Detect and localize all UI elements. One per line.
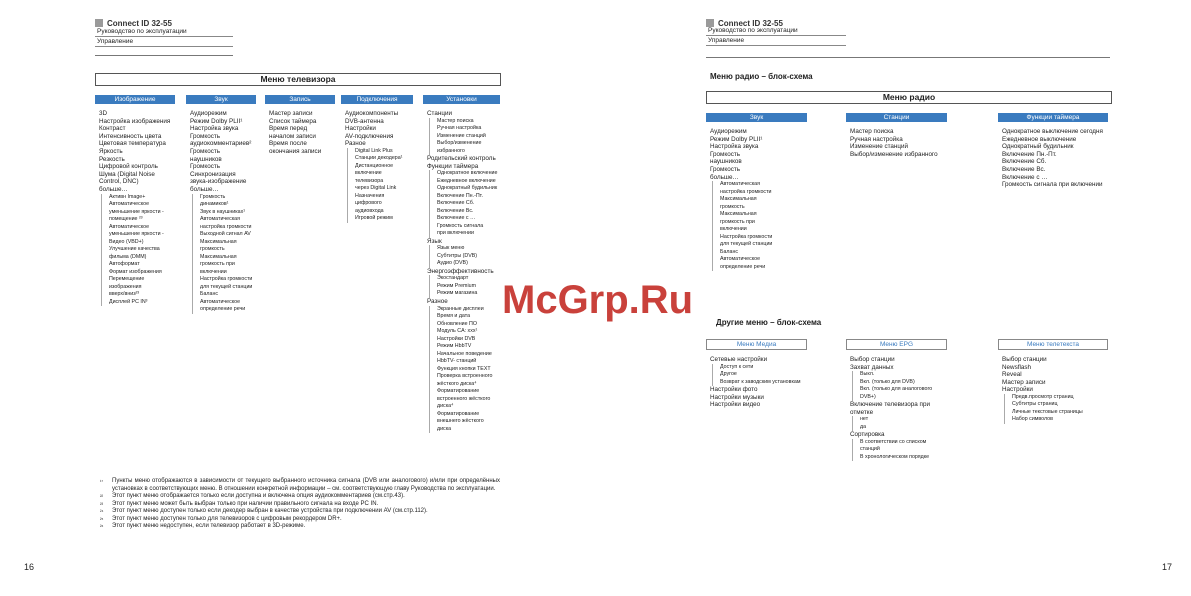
menu-item: Режим Dolby PLII¹ [190,117,243,125]
menu-subitem: Активн Image+ [101,194,175,202]
menu-item: Выбор станции [1002,356,1047,363]
menu-subitem: Включение Вс. [429,208,500,216]
footnote-mark: ²⁶ [100,524,104,529]
left-header-title: Connect ID 32-55 [107,19,172,28]
menu-item: Разное [345,140,366,148]
menu-subitem: Субтитры (DVB) [429,253,500,261]
menu-subitem: нет [852,416,947,424]
menu-subitem: Дисплей PC IN³ [101,299,175,307]
footnote-mark: ²² [100,494,103,499]
menu-subitem: Форматирование [429,411,500,419]
menu-item: Настройки видео [710,401,761,409]
menu-item: аудиокомментариев² [190,140,252,148]
menu-item: DVB-антенна [345,117,384,125]
menu-column [341,95,413,223]
menu-subitem: включении [192,269,256,277]
menu-subitem: при включении [429,230,500,238]
menu-subitem: помещение ²³ [101,216,175,224]
footnotes [100,478,500,531]
menu-item: Время после [269,140,307,148]
menu-subitem: Автоматическая [192,216,256,224]
footnote [100,508,500,516]
menu-column [706,113,807,271]
menu-subitem: Станции декодера¹ [347,155,413,163]
menu-subitem: Баланс [192,291,256,299]
menu-item: Громкость [190,163,221,171]
menu-item: Громкость [710,150,741,158]
other-section-title: Другие меню – блок-схема [716,318,822,327]
menu-item: Интенсивность цвета [99,132,162,140]
menu-item: Ежедневное выключение [1002,135,1077,143]
menu-subitem: громкость при [712,219,807,227]
menu-item: больше… [99,185,128,193]
menu-item: Резкость [99,155,125,163]
menu-subitem: диска⁴ [429,403,500,411]
menu-item: Выбор/изменение избранного [850,150,938,158]
footnote-text: Пункты меню отображаются в зависимости от текущего выбранного источника сигнала (DVB или аналогового) и/или при определённых установках в соответствующих меню. В отношении конкретной информации – см. соответствующую главу Руководства по эксплуатации. [112,478,500,492]
menu-subitem: Автоматическая [712,181,807,189]
menu-subitem: Максимальная [712,196,807,204]
menu-subitem: Возврат к заводским установкам [712,379,807,387]
menu-subitem: Предв.просмотр страниц [1004,394,1108,402]
menu-subitem: для текущей станции [192,284,256,292]
watermark-text: McGrp.Ru [502,278,694,322]
menu-item: Мастер поиска [850,128,894,135]
menu-subitem: Обновление ПО [429,321,500,329]
menu-subitem: Автоматическое [101,224,175,232]
menu-subitem: Автоматическое [101,201,175,209]
menu-column [186,95,256,314]
menu-subitem: Автоматическое [712,256,807,264]
menu-subitem: избранного [429,148,500,156]
menu-item: Изменение станций [850,143,909,151]
menu-subitem: Форматирование [429,388,500,396]
menu-item: Включение с … [1002,173,1048,181]
menu-column [423,95,500,433]
menu-subitem: Экранные дисплеи [429,306,500,314]
menu-subitem: В хронологическом порядке [852,454,947,462]
menu-item: Родительский контроль [427,155,496,163]
menu-subitem: настройка громкости [192,224,256,232]
menu-subitem: Максимальная [192,254,256,262]
menu-item: Режим Dolby PLII¹ [710,135,763,143]
menu-subitem: Автоматическое [192,299,256,307]
menu-item: Мастер записи [269,110,313,117]
column-header: Меню телетекста [998,339,1108,350]
menu-subitem: Настройки DVB [429,336,500,344]
menu-item: Цветовая температура [99,140,166,148]
menu-subitem: Личные текстовые страницы [1004,409,1108,417]
menu-subitem: громкость при [192,261,256,269]
menu-item: Контраст [99,125,126,133]
column-header: Запись [265,95,335,104]
menu-item: Настройки музыки [710,393,764,401]
menu-subitem: вверх/вниз²³ [101,291,175,299]
menu-item: Сетевые настройки [710,356,768,363]
menu-column [846,339,947,461]
menu-column [998,113,1108,189]
radio-menu-title: Меню радио [706,91,1112,104]
menu-item: отметке [850,408,874,416]
column-header: Функции таймера [998,113,1108,122]
footnote-mark: ¹⁷ [100,479,104,484]
footnote [100,516,500,524]
menu-subitem: Проверка встроенного [429,373,500,381]
menu-item: Настройки [1002,386,1033,394]
menu-item: Громкость сигнала при включении [1002,181,1103,189]
menu-subitem: DVB+) [852,394,947,402]
menu-subitem: да [852,424,947,432]
footnote-text: Этот пункт меню может быть выбран только при наличии правильного сигнала на входе PC IN. [112,500,379,507]
menu-item: Настройка изображения [99,117,171,125]
menu-subitem: Игровой режим [347,215,413,223]
column-header: Звук [186,95,256,104]
menu-item: Однократный будильник [1002,143,1074,151]
menu-subitem: Изменение станций [429,133,500,141]
menu-item: Громкость [190,132,221,140]
menu-item: Язык [427,237,442,245]
menu-column [265,95,335,156]
menu-item: Control, DNC) [99,178,139,186]
left-rule [95,55,233,56]
menu-subitem: Максимальная [192,239,256,247]
menu-subitem: Звук в наушниках¹ [192,209,256,217]
menu-subitem: Доступ к сети [712,364,807,372]
menu-item: 3D [99,110,108,117]
menu-subitem: Улучшение качества [101,246,175,254]
menu-subitem: Время и дата [429,313,500,321]
menu-subitem: включение [347,170,413,178]
menu-subitem: Видео (VBD+) [101,239,175,247]
menu-subitem: Набор символов [1004,416,1108,424]
menu-subitem: Выкл. [852,371,947,379]
menu-item: Сортировка [850,431,885,439]
right-sub-line: Управление [706,36,846,46]
footnote-mark: ²³ [100,501,103,507]
menu-subitem: Громкость сигнала [429,223,500,231]
menu-subitem: Ручная настройка [429,125,500,133]
menu-subitem: диска [429,426,500,434]
menu-subitem: Назначения [347,193,413,201]
menu-subitem: определение речи [192,306,256,314]
radio-section-title: Меню радио – блок-схема [710,72,813,81]
left-sub-lines [95,27,233,47]
menu-item: Reveal [1002,371,1022,379]
menu-item: Время перед [269,125,308,133]
menu-subitem: Режим HbbTV [429,343,500,351]
column-header: Меню EPG [846,339,947,350]
menu-subitem: Начальное поведение [429,351,500,359]
menu-subitem: Функция кнопки TEXT [429,366,500,374]
menu-subitem: Баланс [712,249,807,257]
menu-subitem: Дистанционное [347,163,413,171]
menu-subitem: Настройка громкости [192,276,256,284]
menu-item: Однократное выключение сегодня [1002,128,1103,135]
menu-item: Громкость [190,147,221,155]
menu-item: Функции таймера [427,162,479,170]
footnote [100,501,500,509]
footnote-mark: ²⁵ [100,516,104,522]
menu-subitem: встроенного жёсткого [429,396,500,404]
menu-subitem: Включение Пн.-Пт. [429,193,500,201]
menu-subitem: HbbTV- станций [429,358,500,366]
menu-subitem: Перемещение [101,276,175,284]
menu-item: Newsflash [1002,363,1032,371]
menu-column [846,113,947,158]
menu-subitem: жёсткого диска⁴ [429,381,500,389]
menu-subitem: Настройка громкости [712,234,807,242]
right-rule [706,57,1110,58]
menu-subitem: Включение Сб. [429,200,500,208]
menu-subitem: уменьшение яркости - [101,209,175,217]
menu-item: Энергоэффективность [427,267,494,275]
menu-subitem: Язык меню [429,245,500,253]
right-sub-line: Руководство по эксплуатации [706,26,846,36]
menu-subitem: Вкл. (только для DVB) [852,379,947,387]
left-sub-line: Руководство по эксплуатации [95,27,233,37]
menu-item: звука-изображение [190,178,247,186]
footnote [100,523,500,531]
menu-item: больше… [190,185,219,193]
menu-item: Станции [427,110,452,117]
menu-item: Громкость [710,165,741,173]
menu-column [998,339,1108,424]
footnote-text: Этот пункт меню доступен только если декодер выбран в качестве устройства при подключении AV (см.стр.112). [112,508,428,514]
menu-item: Захват данных [850,363,894,371]
menu-item: Аудиорежим [190,110,227,117]
menu-item: Аудиокомпоненты [345,110,399,117]
menu-item: Настройки [345,125,376,133]
menu-subitem: Максимальная [712,211,807,219]
menu-subitem: Громкость [192,194,256,202]
menu-item: AV-подключения [345,132,394,140]
column-header: Звук [706,113,807,122]
menu-subitem: Ежедневное включение [429,178,500,186]
menu-item: Настройка звука [190,125,239,133]
menu-item: Синхронизация [190,170,236,178]
column-header: Подключения [341,95,413,104]
menu-item: наушников [190,155,222,163]
menu-subitem: фильма (DMM) [101,254,175,262]
menu-item: Выбор станции [850,356,895,363]
menu-subitem: Режим Premium [429,283,500,291]
menu-subitem: для текущей станции [712,241,807,249]
footnote [100,478,500,493]
menu-item: Цифровой контроль [99,163,158,171]
column-header: Установки [423,95,500,104]
menu-subitem: Формат изображения [101,269,175,277]
menu-item: Включение Пн.-Пт. [1002,150,1057,158]
footnote-text: Этот пункт меню доступен только для телевизоров с цифровым рекордером DR+. [112,515,342,522]
menu-subitem: громкость [192,246,256,254]
menu-subitem: телевизора [347,178,413,186]
column-header: Меню Медиа [706,339,807,350]
menu-subitem: Включение с … [429,215,500,223]
menu-subitem: Однократный будильник [429,185,500,193]
menu-item: Шума (Digital Noise [99,170,155,178]
menu-item: Включение телевизора при [850,401,930,409]
footnote [100,493,500,501]
menu-item: Разное [427,297,448,305]
menu-subitem: через Digital Link [347,185,413,193]
menu-item: наушников [710,158,742,166]
menu-item: Мастер записи [1002,378,1046,386]
footnote-mark: ²⁴ [100,509,104,514]
menu-subitem: Мастер поиска [429,118,500,126]
menu-item: Аудиорежим [710,128,747,135]
menu-subitem: Модуль CA: xxx¹ [429,328,500,336]
menu-subitem: Режим магазина [429,290,500,298]
menu-subitem: внешнего жёсткого [429,418,500,426]
right-header-title: Connect ID 32-55 [718,19,783,28]
menu-subitem: Автоформат [101,261,175,269]
header-square-icon [95,19,103,27]
menu-item: Настройки фото [710,386,758,394]
menu-subitem: цифрового [347,200,413,208]
menu-subitem: Аудио (DVB) [429,260,500,268]
menu-subitem: Digital Link Plus [347,148,413,156]
right-page-number: 17 [1162,562,1173,572]
left-page-number: 16 [24,562,35,572]
left-sub-line: Управление [95,37,233,47]
menu-subitem: станций [852,446,947,454]
menu-subitem: Субтитры страниц [1004,401,1108,409]
menu-subitem: изображения [101,284,175,292]
menu-subitem: Выходной сигнал AV [192,231,256,239]
footnote-text: Этот пункт меню недоступен, если телевизор работает в 3D-режиме. [112,523,306,529]
menu-subitem: Выбор/изменение [429,140,500,148]
menu-subitem: Экостандарт [429,275,500,283]
menu-column [95,95,175,306]
menu-subitem: динамиков¹ [192,201,256,209]
menu-subitem: уменьшение яркости - [101,231,175,239]
menu-column [706,339,807,409]
menu-item: Список таймера [269,117,317,125]
menu-subitem: аудиовхода [347,208,413,216]
menu-subitem: включении [712,226,807,234]
menu-subitem: Однократное включение [429,170,500,178]
menu-item: больше… [710,173,739,181]
menu-item: Ручная настройка [850,135,903,143]
menu-item: Включение Вс. [1002,165,1046,173]
menu-item: Настройка звука [710,143,759,151]
right-sub-lines [706,26,846,46]
column-header: Изображение [95,95,175,104]
column-header: Станции [846,113,947,122]
footnote-text: Этот пункт меню отображается только если доступна и включена опция аудиокомментариев (см.стр.43). [112,493,405,499]
menu-subitem: Другое [712,371,807,379]
menu-item: Яркость [99,147,123,155]
menu-item: Включение Сб. [1002,158,1047,166]
menu-subitem: определение речи [712,264,807,272]
menu-subitem: настройка громкости [712,189,807,197]
menu-subitem: В соответствии со списком [852,439,947,447]
menu-subitem: Вкл. (только для аналогового [852,386,947,394]
tv-menu-title: Меню телевизора [95,73,501,86]
menu-subitem: громкость [712,204,807,212]
menu-item: окончания записи [269,147,322,155]
menu-item: началом записи [269,132,316,140]
